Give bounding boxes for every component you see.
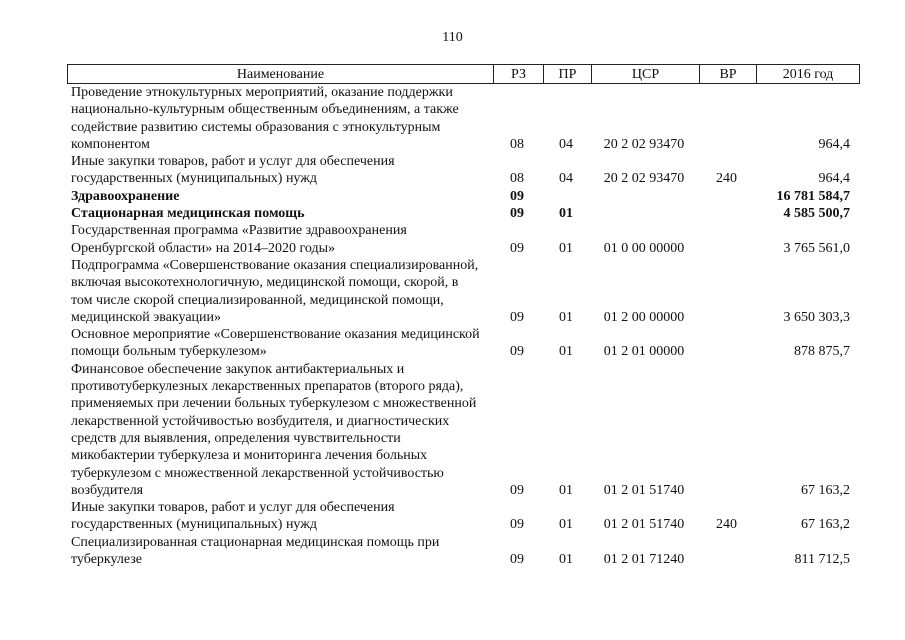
row-pr: 01 — [559, 206, 573, 222]
table-row — [67, 326, 860, 361]
row-pr: 01 — [559, 344, 573, 360]
row-vr: 240 — [716, 171, 737, 187]
row-csr: 01 0 00 00000 — [603, 240, 685, 256]
row-pr: 04 — [559, 171, 573, 187]
row-csr: 20 2 02 93470 — [603, 171, 685, 187]
row-pr: 01 — [559, 309, 573, 325]
row-name: Подпрограмма «Совершенствование оказания специализированной, включая высокотехнологичную, медицинской помощи, скорой, в том числе скорой специализированной, медицинской помощи, медицинской эвакуации» — [71, 257, 479, 325]
row-rz: 09 — [510, 344, 524, 360]
row-name: Финансовое обеспечение закупок антибактериальных и противотуберкулезных лекарственных препаратов (второго ряда), применяемых при лечении больных туберкулезом с множественной лекарственной устойчивостью возбудителя, и диагностических средств для выявления, определения чувствительности микобактерии туберкулеза и мониторинга лечения больных туберкулезом с множественной лекарственной устойчивостью возбудителя — [71, 361, 477, 498]
row-amount: 16 781 584,7 — [776, 188, 850, 204]
table-row — [67, 153, 860, 188]
row-vr: 240 — [716, 517, 737, 533]
row-amount: 67 163,2 — [801, 517, 850, 533]
row-name: Иные закупки товаров, работ и услуг для обеспечения государственных (муниципальных) нужд — [71, 154, 395, 187]
table-row — [67, 84, 860, 153]
row-csr: 01 2 01 51740 — [603, 517, 685, 533]
header-csr: ЦСР — [591, 65, 699, 83]
row-pr: 01 — [559, 552, 573, 568]
row-amount: 4 585 500,7 — [783, 206, 850, 222]
budget-table — [67, 64, 860, 568]
row-pr: 01 — [559, 240, 573, 256]
row-amount: 67 163,2 — [801, 482, 850, 498]
table-row — [67, 188, 860, 205]
row-csr: 01 2 01 00000 — [603, 344, 685, 360]
table-row — [67, 257, 860, 326]
table-row — [67, 205, 860, 222]
row-name: Иные закупки товаров, работ и услуг для обеспечения государственных (муниципальных) нужд — [71, 500, 395, 533]
row-name: Основное мероприятие «Совершенствование оказания медицинской помощи больным туберкулезом» — [71, 327, 480, 360]
header-name: Наименование — [236, 67, 325, 82]
row-rz: 09 — [510, 188, 524, 204]
row-rz: 09 — [510, 482, 524, 498]
table-header — [67, 64, 860, 84]
row-rz: 09 — [510, 517, 524, 533]
row-amount: 964,4 — [818, 136, 850, 152]
header-vr: ВР — [699, 65, 756, 83]
row-name: Здравоохранение — [71, 188, 180, 204]
row-csr: 01 2 01 51740 — [603, 482, 685, 498]
table-row — [67, 361, 860, 499]
header-pr: ПР — [543, 65, 591, 83]
row-rz: 09 — [510, 240, 524, 256]
row-amount: 878 875,7 — [794, 344, 850, 360]
row-amount: 964,4 — [818, 171, 850, 187]
row-csr: 01 2 00 00000 — [603, 309, 685, 325]
row-rz: 08 — [510, 136, 524, 152]
header-year: 2016 год — [756, 65, 859, 83]
row-amount: 3 650 303,3 — [783, 309, 850, 325]
row-rz: 09 — [510, 206, 524, 222]
row-pr: 04 — [559, 136, 573, 152]
table-body — [67, 84, 860, 568]
row-name: Проведение этнокультурных мероприятий, оказание поддержки национально-культурным общественным объединениям, а также содействие развитию системы образования с этнокультурным компонентом — [71, 85, 459, 152]
header-rz: РЗ — [493, 65, 543, 83]
row-rz: 09 — [510, 309, 524, 325]
row-amount: 3 765 561,0 — [783, 240, 850, 256]
table-row — [67, 534, 860, 569]
page-number: 110 — [442, 30, 463, 45]
row-csr: 20 2 02 93470 — [603, 136, 685, 152]
table-row — [67, 222, 860, 257]
row-pr: 01 — [559, 517, 573, 533]
row-rz: 08 — [510, 171, 524, 187]
row-name: Специализированная стационарная медицинская помощь при туберкулезе — [71, 534, 440, 568]
table-row — [67, 499, 860, 534]
row-name: Государственная программа «Развитие здравоохранения Оренбургской области» на 2014–2020 годы» — [71, 223, 407, 256]
row-amount: 811 712,5 — [794, 552, 850, 568]
row-pr: 01 — [559, 482, 573, 498]
row-csr: 01 2 01 71240 — [603, 552, 685, 568]
row-rz: 09 — [510, 552, 524, 568]
row-name: Стационарная медицинская помощь — [71, 206, 305, 222]
